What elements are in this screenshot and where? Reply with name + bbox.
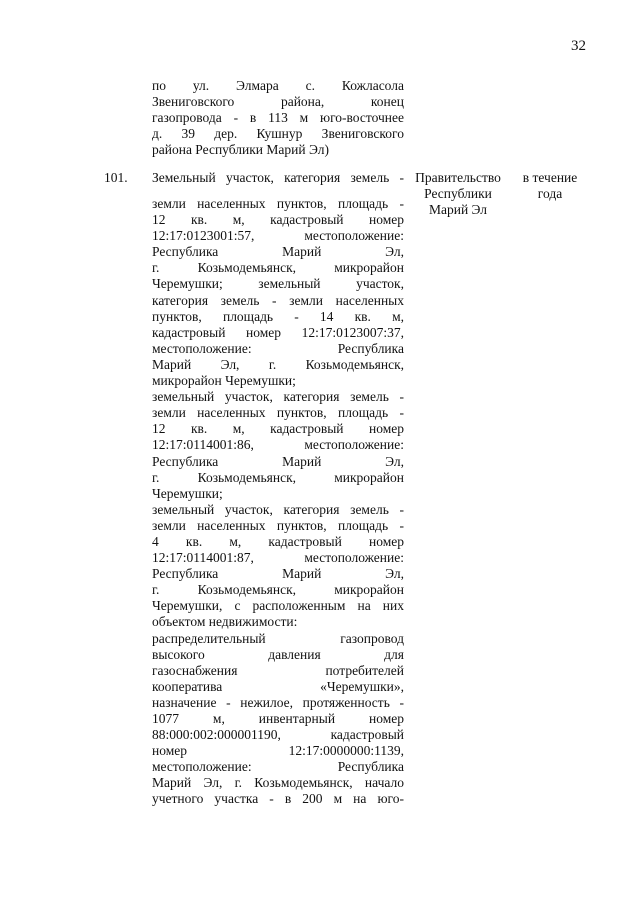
entry-number xyxy=(104,170,128,186)
subject-line: земли населенных пунктов, площадь - xyxy=(152,517,404,533)
subject-line: местоположение: Республика xyxy=(152,759,404,775)
subject-line: 12:17:0114001:87, местоположение: xyxy=(152,550,404,566)
subject-line: Республика Марий Эл, xyxy=(152,453,404,469)
subject-line: 12:17:0123001:57, местоположение: xyxy=(152,228,404,244)
subject-line: г. Козьмодемьянск, микрорайон xyxy=(152,469,404,485)
subject-line: 1077 м, инвентарный номер xyxy=(152,711,404,726)
subject-line: г. Козьмодемьянск, микрорайон xyxy=(152,582,404,598)
subject-line: 12:17:0114001:86, местоположение: xyxy=(152,437,404,453)
responsible-line: Республики xyxy=(424,186,492,202)
continued-line: района Республики Марий Эл) xyxy=(152,142,329,158)
subject-line: г. Козьмодемьянск, микрорайон xyxy=(152,260,404,276)
subject-line: земли населенных пунктов, площадь - xyxy=(152,196,404,211)
subject-line: Республика Марий Эл, xyxy=(152,566,404,582)
page-number: 32 xyxy=(571,38,586,54)
subject-line: Черемушки; xyxy=(152,485,223,501)
subject-line: кооператива «Черемушки», xyxy=(152,678,404,694)
responsible-line: Правительство xyxy=(415,170,501,185)
subject-line: газоснабжения потребителей xyxy=(152,662,404,678)
subject-line: 4 кв. м, кадастровый номер xyxy=(152,533,404,549)
subject-line: Черемушки, с расположенным на них xyxy=(152,598,404,614)
deadline-line: года xyxy=(537,186,563,202)
subject-line: объектом недвижимости: xyxy=(152,614,298,630)
subject-line: высокого давления для xyxy=(152,646,404,662)
deadline-line: в течение xyxy=(522,170,578,185)
subject-line: Республика Марий Эл, xyxy=(152,244,404,260)
responsible-party xyxy=(408,170,508,218)
deadline xyxy=(512,170,588,202)
subject-line: 88:000:002:000001190, кадастровый xyxy=(152,727,404,743)
responsible-line: Марий Эл xyxy=(428,202,488,218)
subject-line: Марий Эл, г. Козьмодемьянск, xyxy=(152,356,404,372)
subject-line: Земельный участок, категория земель - xyxy=(152,170,404,185)
subject-line: земельный участок, категория земель - xyxy=(152,501,404,517)
subject-line: назначение - нежилое, протяженность - xyxy=(152,694,404,710)
subject-line: земли населенных пунктов, площадь - xyxy=(152,405,404,421)
entry-number-text: 101. xyxy=(104,170,128,185)
continued-line: Звениговского района, конец xyxy=(152,94,404,110)
continued-line: газопровода - в 113 м юго-восточнее xyxy=(152,110,404,126)
continued-line: по ул. Элмара с. Кожласола xyxy=(152,78,404,93)
entry-subject-text xyxy=(152,196,404,808)
subject-line: 12 кв. м, кадастровый номер xyxy=(152,212,404,228)
subject-line: местоположение: Республика xyxy=(152,340,404,356)
entry-subject-first xyxy=(152,170,404,186)
subject-line: учетного участка - в 200 м на юго- xyxy=(152,791,404,807)
subject-line: распределительный газопровод xyxy=(152,630,404,646)
continued-subject-text xyxy=(152,78,404,158)
subject-line: Черемушки; земельный участок, xyxy=(152,276,404,292)
subject-line: Марий Эл, г. Козьмодемьянск, начало xyxy=(152,775,404,791)
subject-line: категория земель - земли населенных xyxy=(152,292,404,308)
subject-line: микрорайон Черемушки; xyxy=(152,373,296,389)
continued-line: д. 39 дер. Кушнур Звениговского xyxy=(152,126,404,142)
subject-line: номер 12:17:0000000:1139, xyxy=(152,743,404,759)
subject-line: земельный участок, категория земель - xyxy=(152,389,404,405)
subject-line: пунктов, площадь - 14 кв. м, xyxy=(152,308,404,324)
subject-line: кадастровый номер 12:17:0123007:37, xyxy=(152,324,404,340)
subject-line: 12 кв. м, кадастровый номер xyxy=(152,421,404,437)
